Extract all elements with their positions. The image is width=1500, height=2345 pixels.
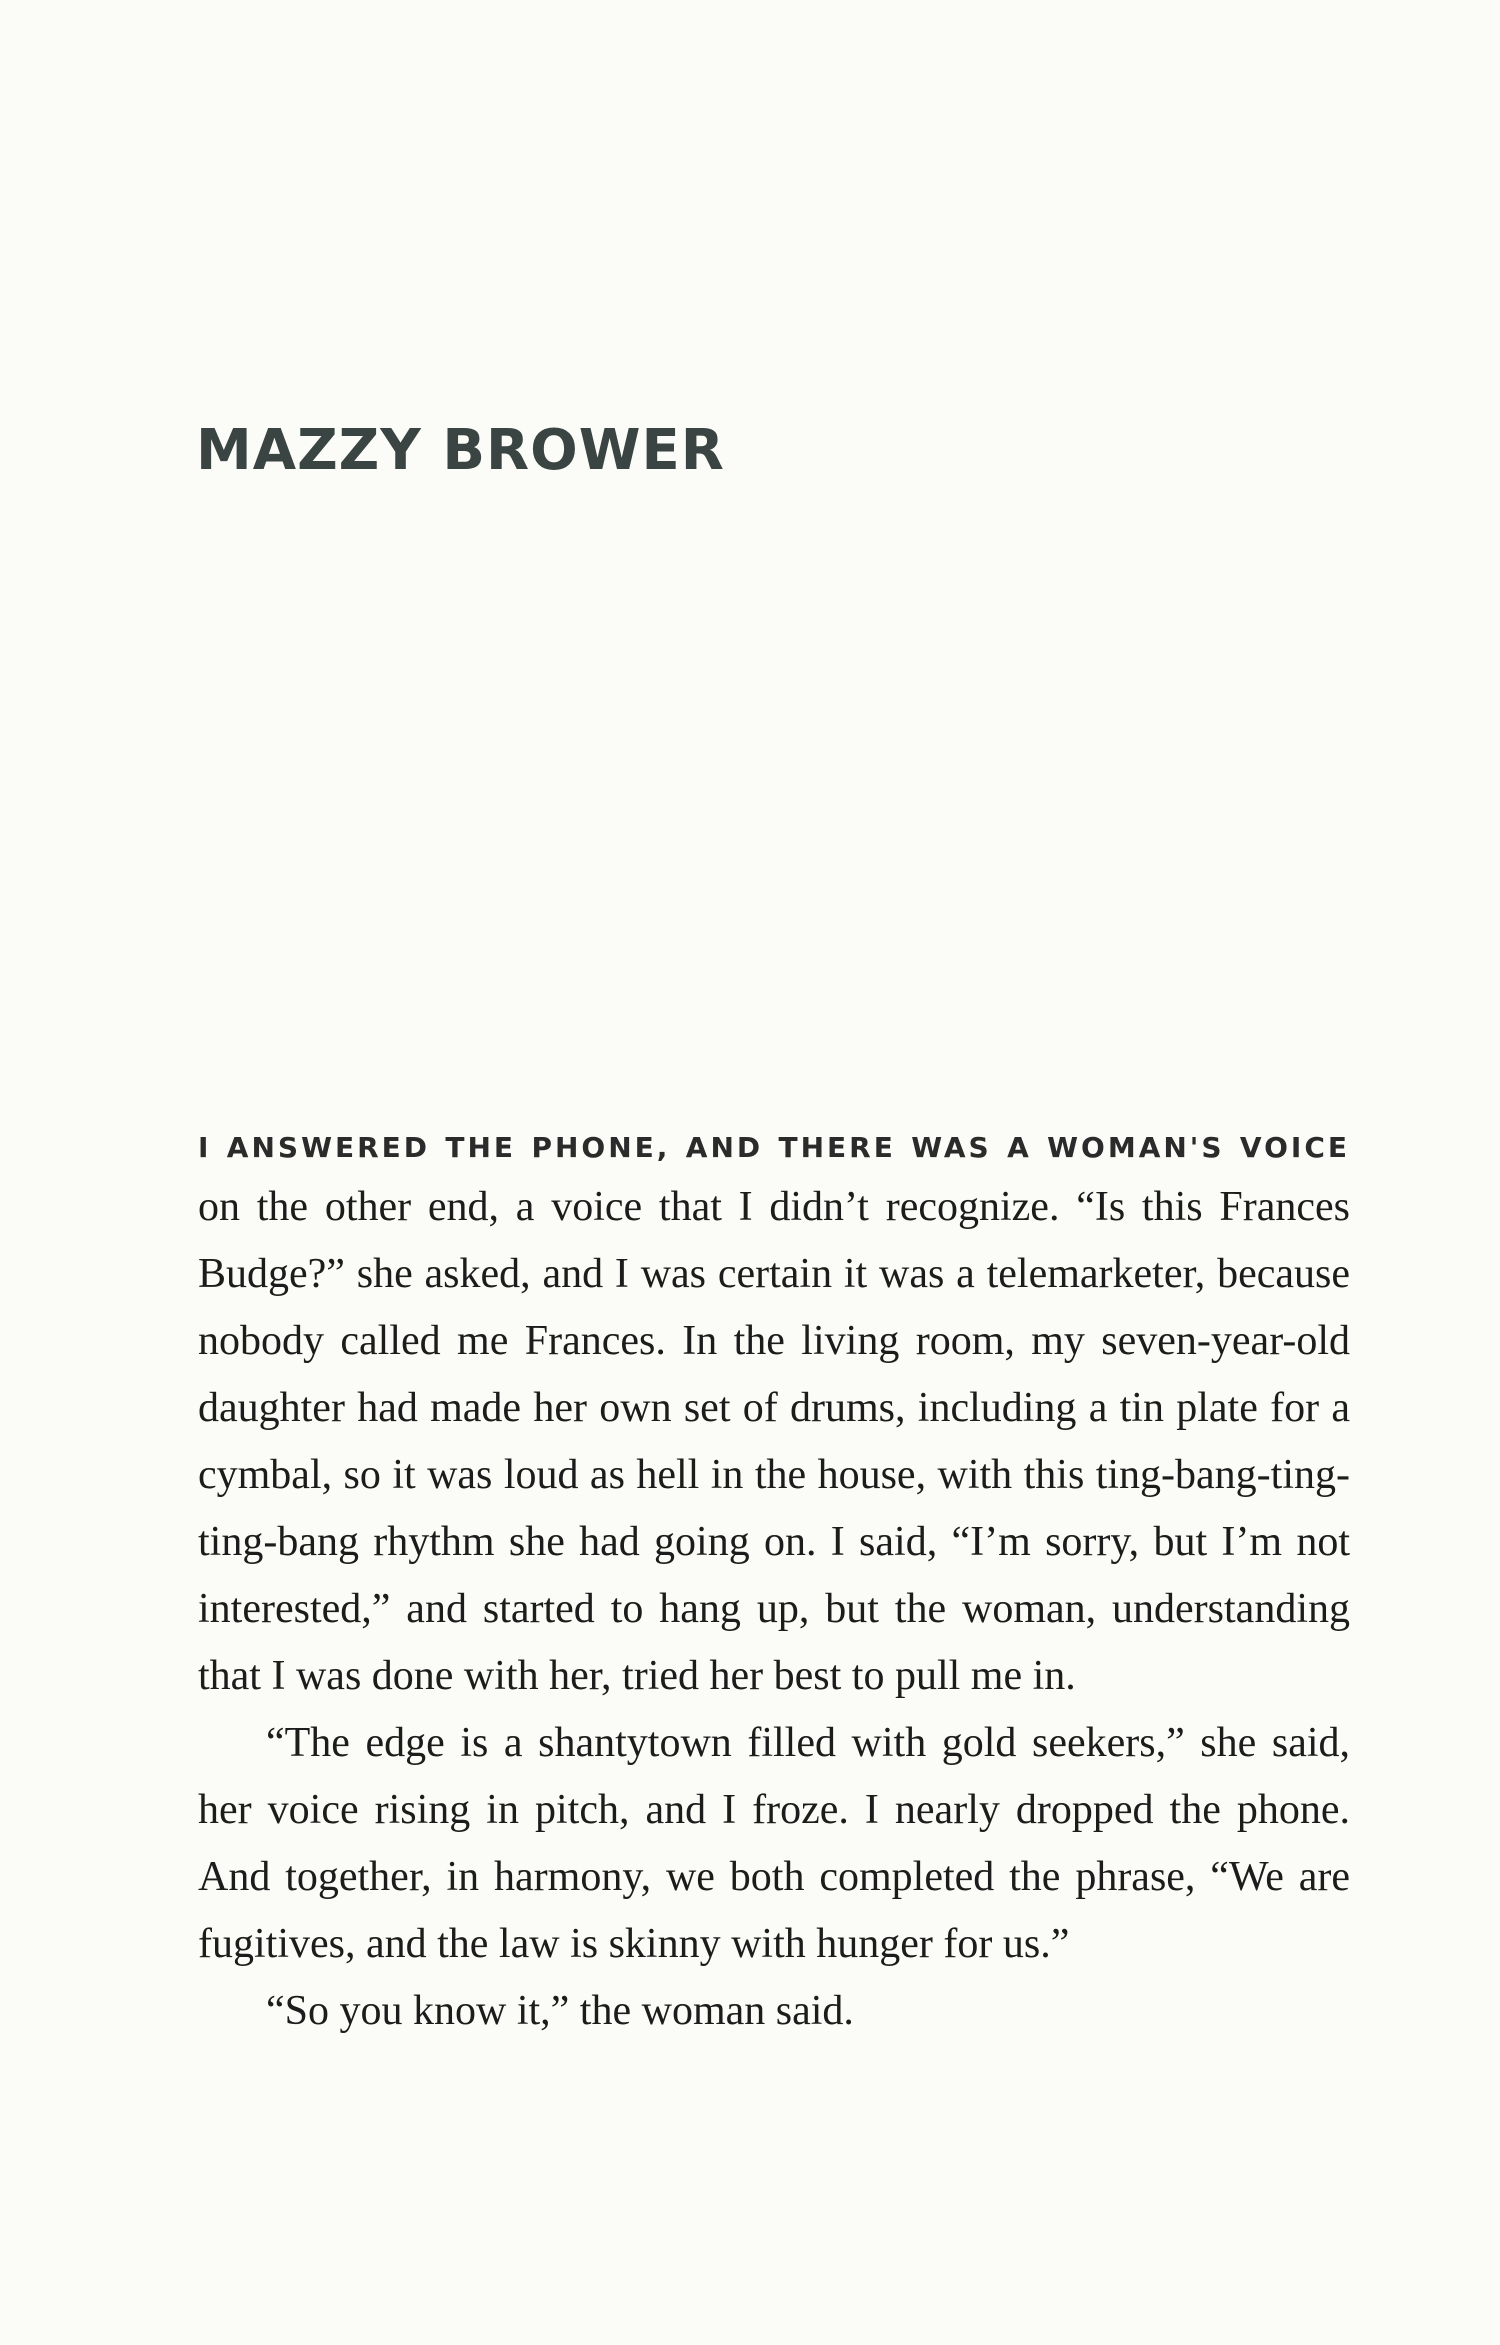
chapter-body xyxy=(198,1122,1350,2045)
paragraph-1: on the other end, a voice that I didn’t recognize. “Is this Frances Budge?” she asked, and I was certain it was a telemarketer, because nobody called me Frances. In the living room, my seven-year-old daughter had made her own set of drums, including a tin plate for a cymbal, so it was loud as hell in the house, with this ting-bang-ting-ting-bang rhythm she had going on. I said, “I’m sorry, but I’m not interested,” and started to hang up, but the woman, understanding that I was done with her, tried her best to pull me in. xyxy=(198,1184,1350,1699)
paragraph-2: “The edge is a shantytown filled with gold seekers,” she said, her voice rising in pitch, and I froze. I nearly dropped the phone. And together, in harmony, we both completed the phrase, “We are fugitives, and the law is skinny with hunger for us.” xyxy=(198,1720,1350,1967)
lead-in-small-caps: I ANSWERED THE PHONE, AND THERE WAS A WOMAN'S VOICE xyxy=(198,1131,1350,1164)
paragraph-3: “So you know it,” the woman said. xyxy=(266,1988,854,2034)
chapter-title: MAZZY BROWER xyxy=(196,418,725,483)
